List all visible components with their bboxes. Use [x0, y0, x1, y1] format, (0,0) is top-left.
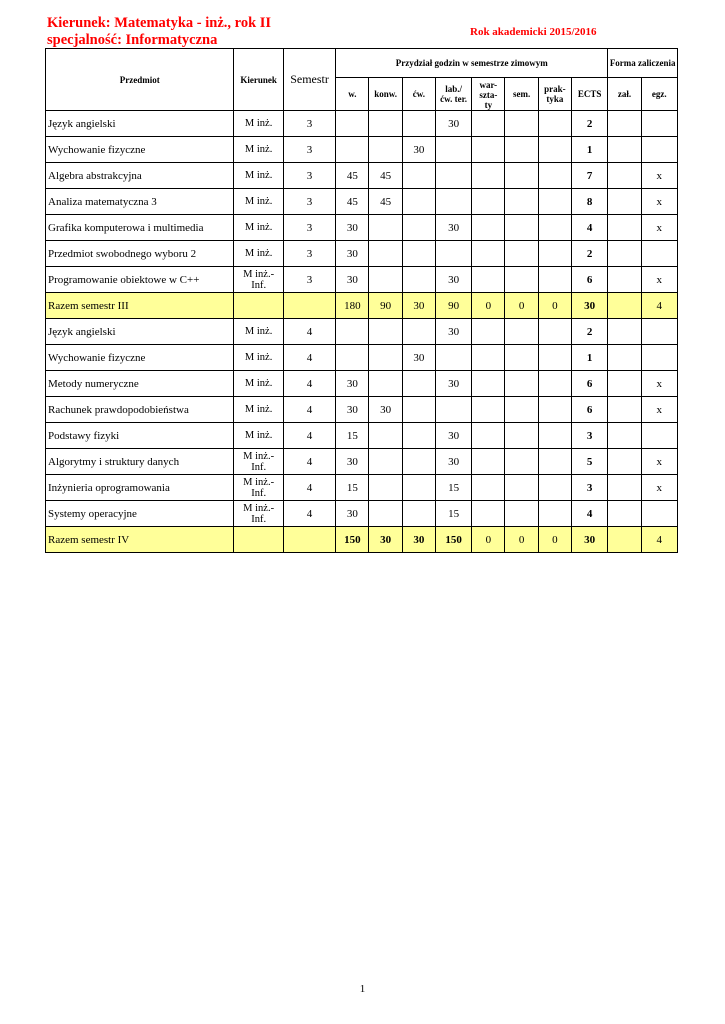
hours-konw [369, 215, 402, 241]
hours-lab: 30 [435, 111, 471, 137]
hours-praktyka [538, 137, 571, 163]
course-kierunek: M inż. [234, 319, 283, 345]
hours-praktyka [538, 423, 571, 449]
sum-zal [608, 293, 641, 319]
ects-points: 3 [571, 423, 607, 449]
hours-cw: 30 [402, 137, 435, 163]
hours-warsztaty [472, 423, 505, 449]
summary-semestr [283, 527, 335, 553]
course-semestr: 3 [283, 215, 335, 241]
course-semestr: 4 [283, 501, 335, 527]
hours-warsztaty [472, 137, 505, 163]
course-semestr: 3 [283, 111, 335, 137]
course-kierunek: M inż.- Inf. [234, 267, 283, 293]
table-row [46, 267, 678, 293]
hours-warsztaty [472, 449, 505, 475]
course-semestr: 3 [283, 267, 335, 293]
hours-praktyka [538, 163, 571, 189]
course-name: Inżynieria oprogramowania [46, 475, 234, 501]
header-ects: ECTS [571, 78, 607, 111]
document-title [47, 15, 271, 49]
table-row [46, 241, 678, 267]
study-plan-table [45, 48, 678, 553]
course-semestr: 4 [283, 397, 335, 423]
sum-lab: 90 [435, 293, 471, 319]
table-row [46, 501, 678, 527]
course-name: Wychowanie fizyczne [46, 137, 234, 163]
table-row [46, 345, 678, 371]
hours-konw [369, 267, 402, 293]
summary-kierunek [234, 293, 283, 319]
hours-w: 30 [336, 267, 369, 293]
sum-egz: 4 [641, 293, 677, 319]
sum-w: 180 [336, 293, 369, 319]
course-name: Algorytmy i struktury danych [46, 449, 234, 475]
semester-3-rows [46, 111, 678, 293]
hours-lab: 30 [435, 423, 471, 449]
form-zal [608, 475, 641, 501]
hours-praktyka [538, 241, 571, 267]
hours-w: 30 [336, 241, 369, 267]
header-war-line3: ty [484, 100, 493, 110]
sum-sem: 0 [505, 293, 538, 319]
hours-sem [505, 137, 538, 163]
form-zal [608, 111, 641, 137]
hours-lab [435, 189, 471, 215]
course-name: Język angielski [46, 319, 234, 345]
form-zal [608, 319, 641, 345]
course-name: Przedmiot swobodnego wyboru 2 [46, 241, 234, 267]
table-row [46, 189, 678, 215]
page-number: 1 [359, 983, 366, 995]
form-egz [641, 501, 677, 527]
hours-warsztaty [472, 397, 505, 423]
course-name: Algebra abstrakcyjna [46, 163, 234, 189]
sum-prak: 0 [538, 293, 571, 319]
hours-konw: 45 [369, 189, 402, 215]
hours-praktyka [538, 267, 571, 293]
ects-points: 5 [571, 449, 607, 475]
hours-cw [402, 449, 435, 475]
ects-points: 1 [571, 137, 607, 163]
hours-sem [505, 189, 538, 215]
sum-konw: 30 [369, 527, 402, 553]
hours-w: 15 [336, 423, 369, 449]
hours-warsztaty [472, 501, 505, 527]
header-semestr: Semestr [283, 49, 335, 111]
hours-sem [505, 267, 538, 293]
header-praktyka [538, 78, 571, 111]
hours-lab: 15 [435, 501, 471, 527]
form-egz: x [641, 163, 677, 189]
hours-w: 45 [336, 189, 369, 215]
form-zal [608, 397, 641, 423]
hours-warsztaty [472, 371, 505, 397]
hours-sem [505, 475, 538, 501]
header-konw: konw. [369, 78, 402, 111]
hours-warsztaty [472, 111, 505, 137]
form-zal [608, 215, 641, 241]
course-semestr: 4 [283, 475, 335, 501]
hours-warsztaty [472, 319, 505, 345]
hours-lab: 15 [435, 475, 471, 501]
course-name: Programowanie obiektowe w C++ [46, 267, 234, 293]
form-zal [608, 241, 641, 267]
table-row [46, 111, 678, 137]
hours-lab: 30 [435, 267, 471, 293]
hours-praktyka [538, 215, 571, 241]
hours-konw [369, 137, 402, 163]
summary-kierunek [234, 527, 283, 553]
hours-sem [505, 371, 538, 397]
hours-cw [402, 371, 435, 397]
sum-sem: 0 [505, 527, 538, 553]
form-zal [608, 345, 641, 371]
hours-konw: 30 [369, 397, 402, 423]
hours-w [336, 137, 369, 163]
sum-cw: 30 [402, 293, 435, 319]
ects-points: 8 [571, 189, 607, 215]
header-war-line1: war- [479, 80, 498, 90]
ects-points: 6 [571, 397, 607, 423]
hours-lab [435, 241, 471, 267]
hours-konw [369, 111, 402, 137]
course-semestr: 4 [283, 371, 335, 397]
form-egz: x [641, 475, 677, 501]
course-semestr: 3 [283, 163, 335, 189]
course-kierunek: M inż. [234, 215, 283, 241]
sum-ects: 30 [571, 527, 607, 553]
course-kierunek: M inż. [234, 189, 283, 215]
hours-warsztaty [472, 241, 505, 267]
hours-lab [435, 163, 471, 189]
sum-war: 0 [472, 527, 505, 553]
hours-w [336, 345, 369, 371]
hours-konw [369, 345, 402, 371]
hours-cw [402, 267, 435, 293]
course-name: Rachunek prawdopodobieństwa [46, 397, 234, 423]
course-semestr: 3 [283, 241, 335, 267]
hours-praktyka [538, 111, 571, 137]
form-egz [641, 137, 677, 163]
hours-w: 45 [336, 163, 369, 189]
form-zal [608, 267, 641, 293]
table-row [46, 475, 678, 501]
table-row [46, 423, 678, 449]
table-row [46, 215, 678, 241]
header-hours-group: Przydział godzin w semestrze zimowym [336, 49, 608, 78]
sum-prak: 0 [538, 527, 571, 553]
form-zal [608, 163, 641, 189]
course-semestr: 3 [283, 189, 335, 215]
hours-w: 30 [336, 501, 369, 527]
hours-konw: 45 [369, 163, 402, 189]
hours-sem [505, 215, 538, 241]
course-kierunek: M inż. [234, 423, 283, 449]
hours-sem [505, 345, 538, 371]
header-warsztaty [472, 78, 505, 111]
hours-warsztaty [472, 267, 505, 293]
table-row [46, 449, 678, 475]
ects-points: 4 [571, 215, 607, 241]
hours-w [336, 111, 369, 137]
header-lab-line1: lab./ [445, 84, 462, 94]
header-egz: egz. [641, 78, 677, 111]
hours-sem [505, 423, 538, 449]
hours-cw [402, 475, 435, 501]
sum-zal [608, 527, 641, 553]
hours-warsztaty [472, 189, 505, 215]
ects-points: 1 [571, 345, 607, 371]
header-w: w. [336, 78, 369, 111]
hours-sem [505, 241, 538, 267]
course-semestr: 4 [283, 423, 335, 449]
header-cw: ćw. [402, 78, 435, 111]
hours-cw: 30 [402, 345, 435, 371]
sum-war: 0 [472, 293, 505, 319]
form-egz [641, 423, 677, 449]
header-sem: sem. [505, 78, 538, 111]
hours-warsztaty [472, 163, 505, 189]
table-row [46, 397, 678, 423]
hours-lab: 30 [435, 371, 471, 397]
form-zal [608, 423, 641, 449]
header-zal: zał. [608, 78, 641, 111]
form-egz: x [641, 397, 677, 423]
hours-sem [505, 111, 538, 137]
hours-cw [402, 241, 435, 267]
hours-w: 30 [336, 449, 369, 475]
header-prak-line1: prak- [544, 84, 566, 94]
hours-lab: 30 [435, 449, 471, 475]
form-egz: x [641, 267, 677, 293]
form-egz [641, 345, 677, 371]
header-kierunek: Kierunek [234, 49, 283, 111]
hours-w: 30 [336, 215, 369, 241]
hours-konw [369, 423, 402, 449]
header-lab-line2: ćw. ter. [440, 94, 468, 104]
hours-warsztaty [472, 215, 505, 241]
semester-4-rows [46, 319, 678, 527]
form-egz: x [641, 449, 677, 475]
course-kierunek: M inż.- Inf. [234, 501, 283, 527]
form-egz: x [641, 215, 677, 241]
hours-cw [402, 189, 435, 215]
hours-praktyka [538, 501, 571, 527]
hours-konw [369, 371, 402, 397]
header-war-line2: szta- [479, 90, 498, 100]
hours-cw [402, 397, 435, 423]
hours-warsztaty [472, 475, 505, 501]
hours-konw [369, 475, 402, 501]
hours-lab [435, 137, 471, 163]
sum-w: 150 [336, 527, 369, 553]
form-zal [608, 189, 641, 215]
ects-points: 2 [571, 241, 607, 267]
hours-praktyka [538, 345, 571, 371]
sum-lab: 150 [435, 527, 471, 553]
form-egz: x [641, 189, 677, 215]
course-kierunek: M inż. [234, 241, 283, 267]
hours-lab: 30 [435, 215, 471, 241]
hours-sem [505, 449, 538, 475]
form-zal [608, 449, 641, 475]
course-name: Grafika komputerowa i multimedia [46, 215, 234, 241]
ects-points: 2 [571, 319, 607, 345]
course-name: Język angielski [46, 111, 234, 137]
summary-label: Razem semestr III [46, 293, 234, 319]
ects-points: 6 [571, 371, 607, 397]
table-row [46, 319, 678, 345]
header-lab [435, 78, 471, 111]
hours-cw [402, 423, 435, 449]
header-prak-line2: tyka [546, 94, 564, 104]
hours-praktyka [538, 397, 571, 423]
form-egz [641, 241, 677, 267]
header-form-group: Forma zaliczenia [608, 49, 678, 78]
hours-sem [505, 163, 538, 189]
course-kierunek: M inż.- Inf. [234, 475, 283, 501]
form-zal [608, 371, 641, 397]
form-zal [608, 501, 641, 527]
hours-cw [402, 319, 435, 345]
ects-points: 2 [571, 111, 607, 137]
hours-warsztaty [472, 345, 505, 371]
summary-label: Razem semestr IV [46, 527, 234, 553]
hours-cw [402, 501, 435, 527]
course-kierunek: M inż.- Inf. [234, 449, 283, 475]
course-name: Wychowanie fizyczne [46, 345, 234, 371]
hours-lab: 30 [435, 319, 471, 345]
hours-sem [505, 501, 538, 527]
course-name: Podstawy fizyki [46, 423, 234, 449]
hours-sem [505, 397, 538, 423]
ects-points: 6 [571, 267, 607, 293]
course-kierunek: M inż. [234, 397, 283, 423]
course-kierunek: M inż. [234, 345, 283, 371]
hours-praktyka [538, 189, 571, 215]
sum-cw: 30 [402, 527, 435, 553]
course-kierunek: M inż. [234, 163, 283, 189]
hours-sem [505, 319, 538, 345]
ects-points: 3 [571, 475, 607, 501]
hours-lab [435, 345, 471, 371]
hours-praktyka [538, 449, 571, 475]
hours-praktyka [538, 319, 571, 345]
hours-konw [369, 241, 402, 267]
ects-points: 7 [571, 163, 607, 189]
course-kierunek: M inż. [234, 111, 283, 137]
hours-w [336, 319, 369, 345]
summary-semestr [283, 293, 335, 319]
course-name: Analiza matematyczna 3 [46, 189, 234, 215]
table-row [46, 163, 678, 189]
course-semestr: 3 [283, 137, 335, 163]
ects-points: 4 [571, 501, 607, 527]
form-egz [641, 319, 677, 345]
hours-w: 30 [336, 397, 369, 423]
hours-konw [369, 449, 402, 475]
table-row [46, 371, 678, 397]
course-kierunek: M inż. [234, 137, 283, 163]
form-egz: x [641, 371, 677, 397]
title-line-2: specjalność: Informatyczna [47, 32, 218, 48]
hours-lab [435, 397, 471, 423]
summary-row-semester-3 [46, 293, 678, 319]
table-row [46, 137, 678, 163]
course-kierunek: M inż. [234, 371, 283, 397]
course-name: Metody numeryczne [46, 371, 234, 397]
hours-cw [402, 111, 435, 137]
title-line-1: Kierunek: Matematyka - inż., rok II [47, 15, 272, 31]
header-subject: Przedmiot [46, 49, 234, 111]
form-zal [608, 137, 641, 163]
hours-konw [369, 319, 402, 345]
hours-w: 15 [336, 475, 369, 501]
course-semestr: 4 [283, 319, 335, 345]
course-name: Systemy operacyjne [46, 501, 234, 527]
summary-row-semester-4 [46, 527, 678, 553]
hours-praktyka [538, 371, 571, 397]
sum-ects: 30 [571, 293, 607, 319]
hours-konw [369, 501, 402, 527]
hours-praktyka [538, 475, 571, 501]
hours-cw [402, 215, 435, 241]
hours-w: 30 [336, 371, 369, 397]
form-egz [641, 111, 677, 137]
hours-cw [402, 163, 435, 189]
academic-year: Rok akademicki 2015/2016 [470, 26, 597, 38]
sum-egz: 4 [641, 527, 677, 553]
course-semestr: 4 [283, 345, 335, 371]
course-semestr: 4 [283, 449, 335, 475]
sum-konw: 90 [369, 293, 402, 319]
